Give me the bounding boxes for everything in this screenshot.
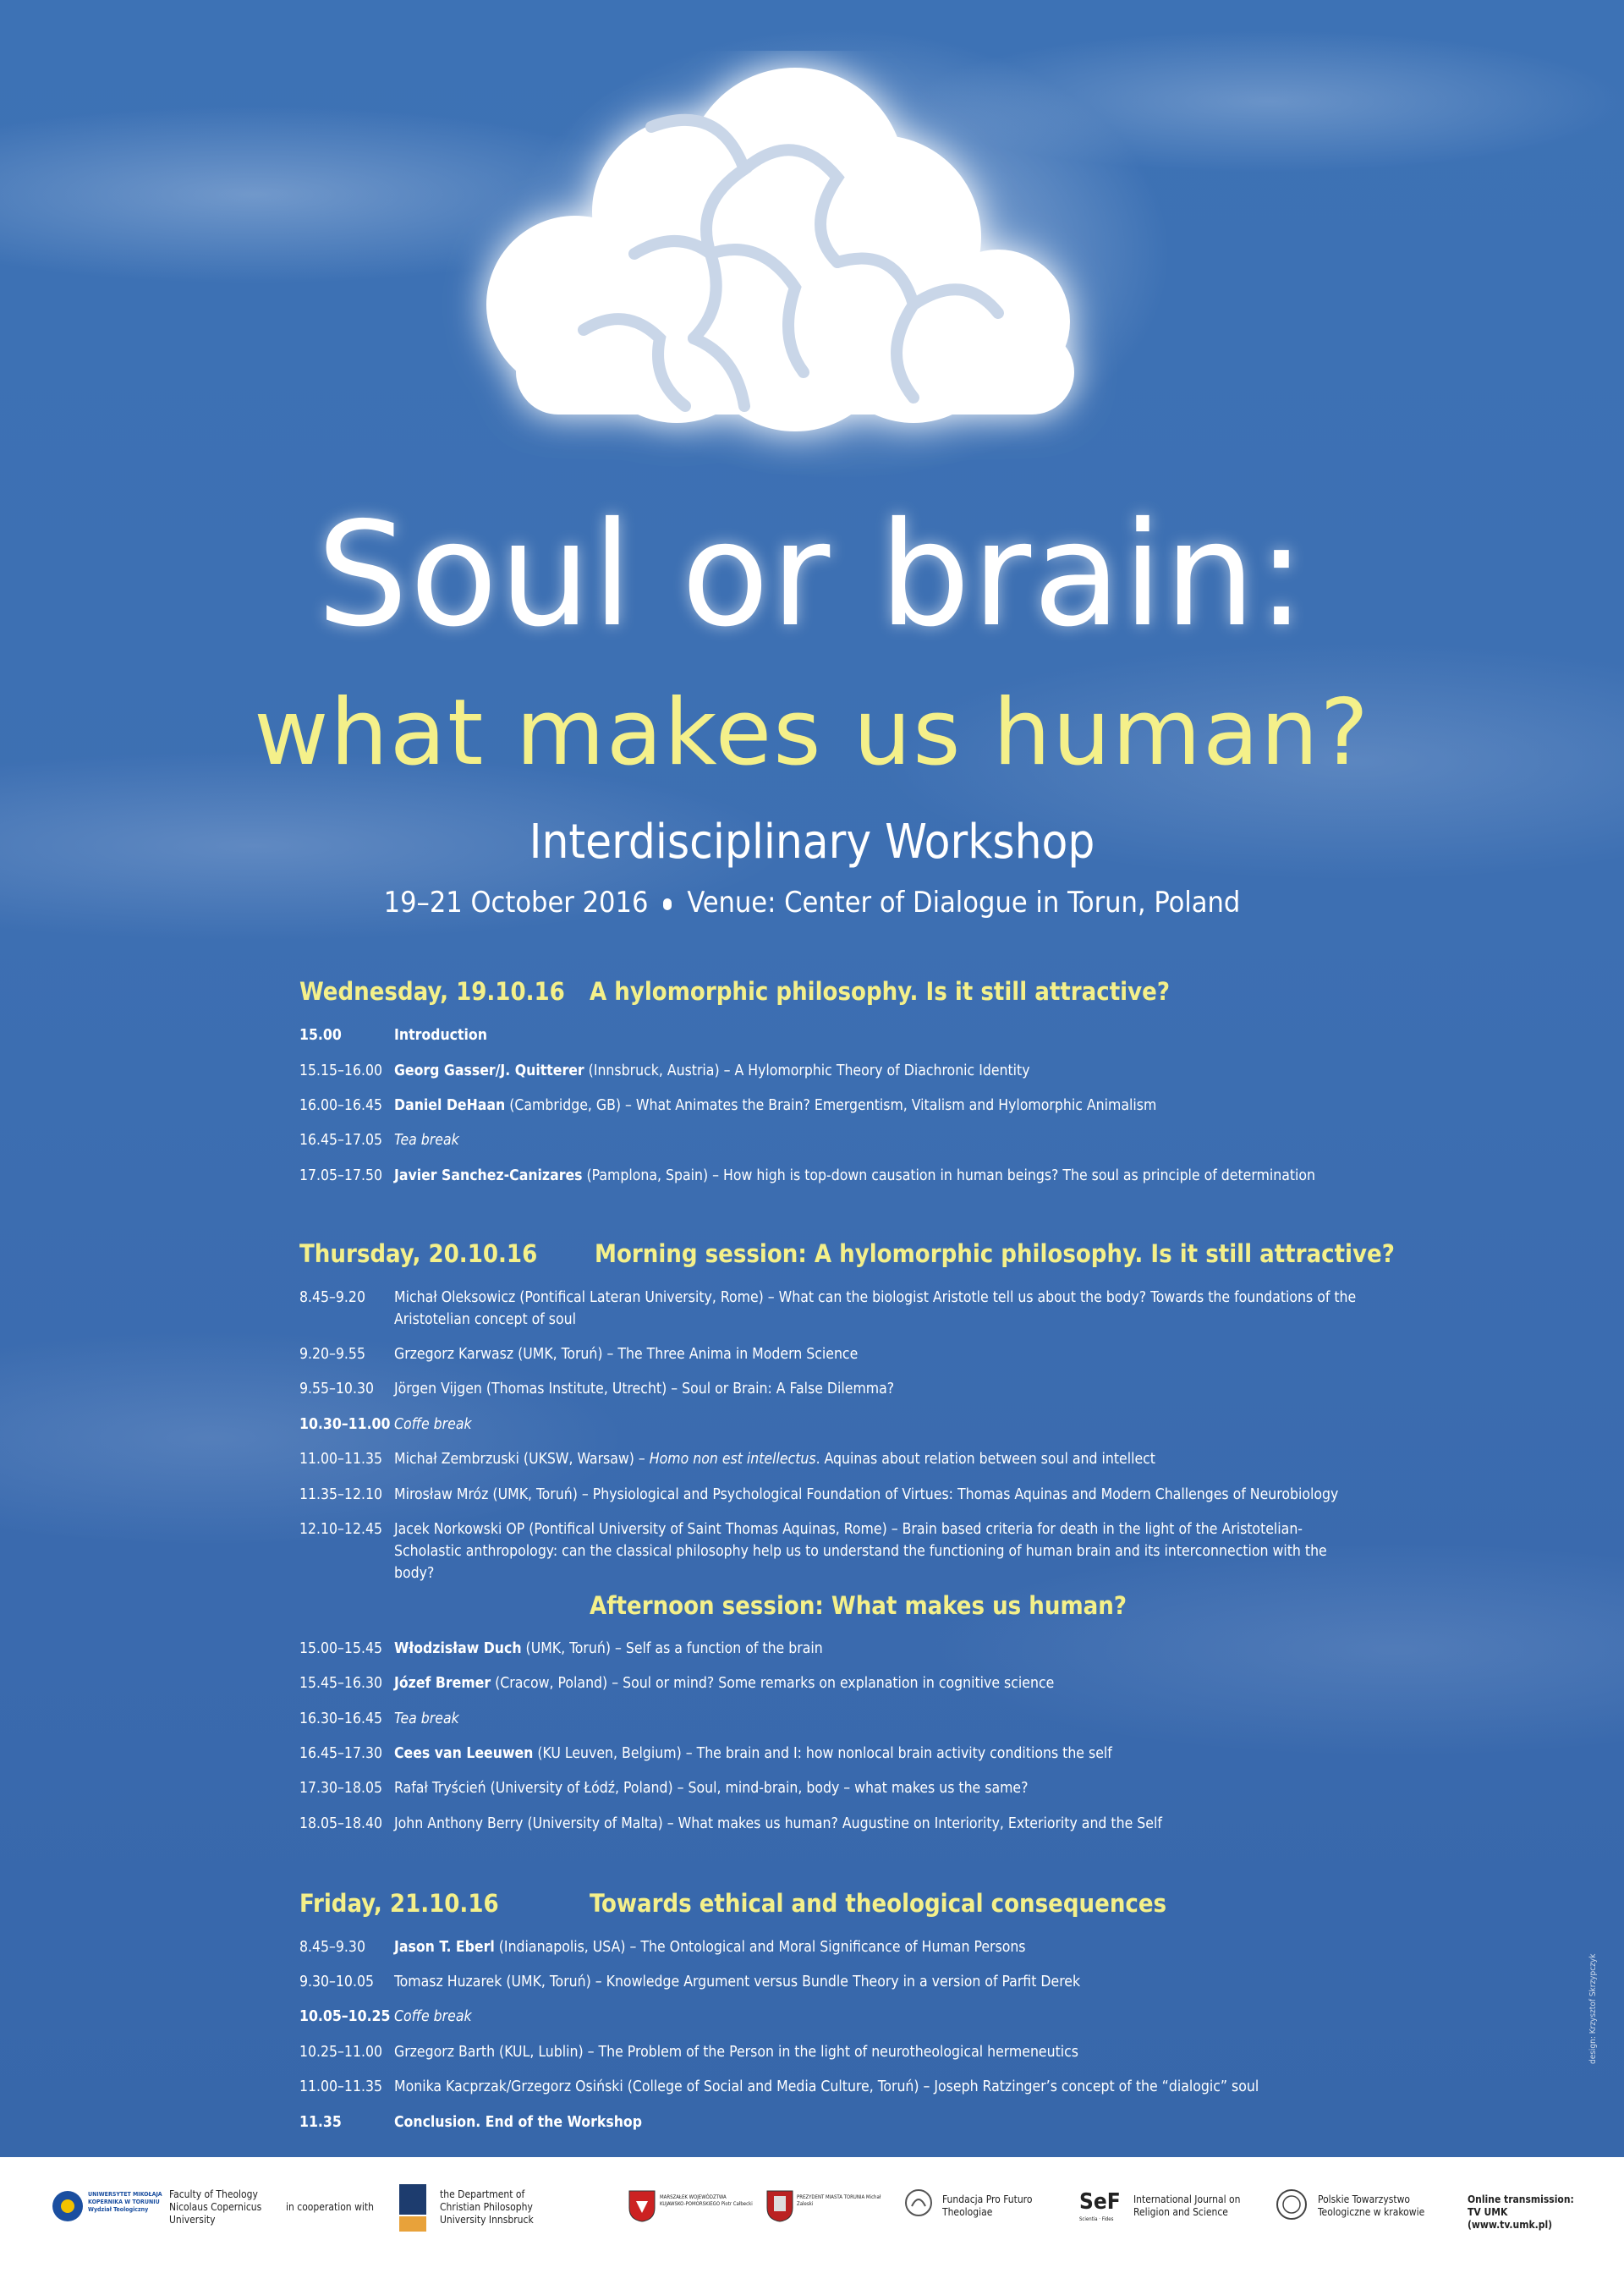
workshop-heading: Interdisciplinary Workshop	[529, 815, 1095, 870]
faculty-text: Faculty of Theology Nicolaus Copernicus University	[169, 2188, 262, 2226]
department-text: the Department of Christian Philosophy University Innsbruck	[440, 2188, 534, 2226]
venue: Venue: Center of Dialogue in Torun, Poland	[687, 886, 1241, 920]
sponsor1-text: MARSZAŁEK WOJEWÓDZTWA KUJAWSKO-POMORSKIEGO Piotr Całbecki	[660, 2194, 753, 2207]
subtitle: what makes us human?	[254, 680, 1370, 786]
umk-logo-icon	[51, 2189, 85, 2223]
torun-arms-icon	[765, 2189, 794, 2223]
sponsor2-text: PREZYDENT MIASTA TORUNIA Michał Zaleski	[797, 2194, 881, 2207]
online-transmission: Online transmission: TV UMK (www.tv.umk.pl)	[1468, 2193, 1574, 2231]
fundacja-text: Fundacja Pro Futuro Theologiae	[942, 2193, 1033, 2218]
dates-venue-line	[0, 886, 1624, 920]
thursday-theme: Morning session: A hylomorphic philosophy. Is it still attractive?	[595, 1239, 1395, 1268]
sponsor-footer	[0, 2157, 1624, 2295]
innsbruck-logo-icon	[398, 2182, 428, 2233]
ptt-seal-icon	[1276, 2188, 1308, 2221]
ptt-text: Polskie Towarzystwo Teologiczne w krakowie	[1318, 2193, 1425, 2218]
wednesday-theme: A hylomorphic philosophy. Is it still attractive?	[590, 977, 1170, 1006]
umk-logo-text: UNIWERSYTET MIKOŁAJA KOPERNIKA W TORUNIU Wydział Teologiczny	[88, 2191, 162, 2213]
coat-of-arms-icon	[628, 2189, 656, 2223]
sef-logo: SeF	[1079, 2189, 1121, 2215]
designer-credit: design: Krzysztof Skrzypczyk	[1588, 1953, 1598, 2064]
brain-cloud-logo	[440, 51, 1133, 474]
friday-theme: Towards ethical and theological consequences	[590, 1889, 1167, 1918]
fundacja-logo-icon	[903, 2188, 934, 2225]
wednesday-date: Wednesday, 19.10.16	[299, 977, 565, 1006]
afternoon-session-heading: Afternoon session: What makes us human?	[590, 1591, 1127, 1620]
thursday-date: Thursday, 20.10.16	[299, 1239, 538, 1268]
main-title: Soul or brain:	[316, 491, 1308, 659]
bullet-dot	[663, 898, 672, 910]
cooperation-text: in cooperation with	[286, 2201, 374, 2213]
journal-text: International Journal on Religion and Science	[1133, 2193, 1241, 2218]
dates: 19–21 October 2016	[383, 886, 649, 920]
friday-date: Friday, 21.10.16	[299, 1889, 499, 1918]
sef-logo-sub: Scientia · Fides	[1079, 2216, 1114, 2222]
